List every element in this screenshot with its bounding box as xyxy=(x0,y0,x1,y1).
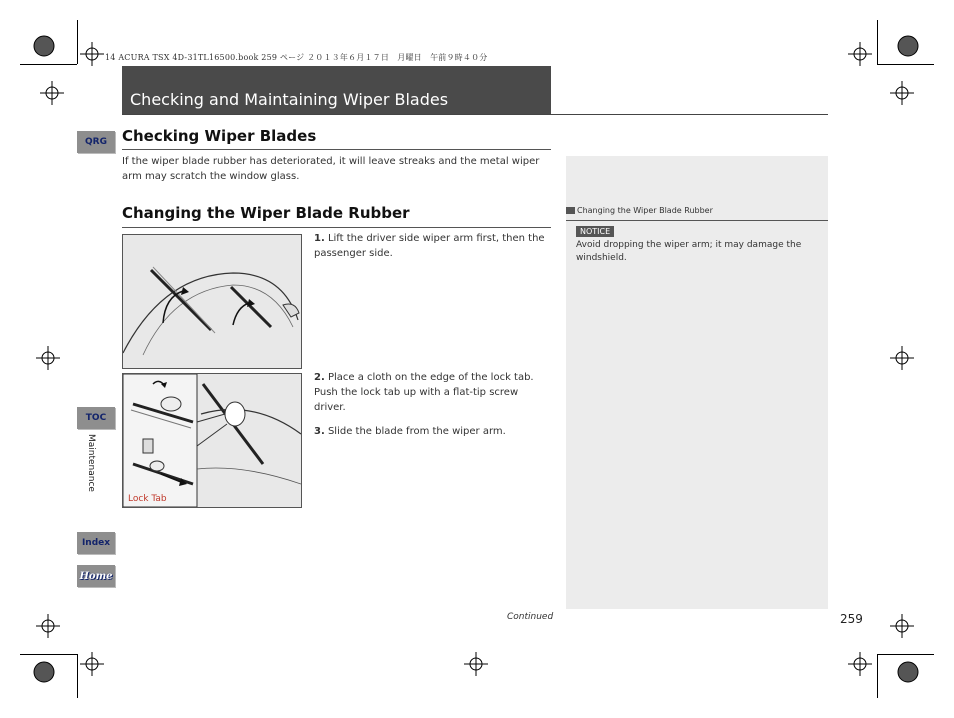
lock-tab-callout: Lock Tab xyxy=(128,494,167,504)
lock-tab-drawing xyxy=(123,374,301,507)
reference-arrow-icon xyxy=(566,207,575,214)
step-3-number: 3. xyxy=(314,426,325,437)
print-header: 14 ACURA TSX 4D-31TL16500.book 259 ページ ２０１３年６月１７日 月曜日 午前９時４０分 xyxy=(105,53,488,62)
sidebar-reference-title: Changing the Wiper Blade Rubber xyxy=(577,206,713,215)
step-2 xyxy=(314,370,551,415)
step-3 xyxy=(314,424,551,439)
step-2-number: 2. xyxy=(314,372,325,383)
continued-label: Continued xyxy=(507,612,554,622)
home-icon: Home xyxy=(79,570,113,582)
title-rule xyxy=(122,114,828,115)
changing-heading: Changing the Wiper Blade Rubber xyxy=(122,204,410,222)
sidebar-reference[interactable] xyxy=(566,206,713,215)
lock-tab-illustration xyxy=(122,373,302,508)
checking-body: If the wiper blade rubber has deteriorated, it will leave streaks and the metal wiper arm may scratch the window glass. xyxy=(122,156,540,182)
toc-tab[interactable]: TOC xyxy=(77,407,115,429)
wiper-lift-drawing xyxy=(123,235,301,368)
index-tab[interactable]: Index xyxy=(77,532,115,554)
checking-heading: Checking Wiper Blades xyxy=(122,127,317,145)
section-title: Checking and Maintaining Wiper Blades xyxy=(130,90,449,109)
notice-text: Avoid dropping the wiper arm; it may damage the windshield. xyxy=(576,240,802,263)
home-tab[interactable] xyxy=(77,565,115,587)
checking-rule xyxy=(122,149,551,150)
step-2-text: Place a cloth on the edge of the lock tab. Push the lock tab up with a flat-tip screw driver. xyxy=(314,372,534,413)
chapter-side-label: Maintenance xyxy=(86,434,96,492)
sidebar-rule xyxy=(566,220,828,221)
step-1-text: Lift the driver side wiper arm first, then the passenger side. xyxy=(314,233,545,259)
page-number: 259 xyxy=(840,612,863,626)
step-1 xyxy=(314,231,551,261)
step-3-text: Slide the blade from the wiper arm. xyxy=(327,426,506,437)
notice-badge: NOTICE xyxy=(576,226,614,237)
changing-rule xyxy=(122,227,551,228)
sidebar-panel xyxy=(566,156,828,609)
wiper-lift-illustration xyxy=(122,234,302,369)
qrg-tab[interactable]: QRG xyxy=(77,131,115,153)
step-1-number: 1. xyxy=(314,233,325,244)
